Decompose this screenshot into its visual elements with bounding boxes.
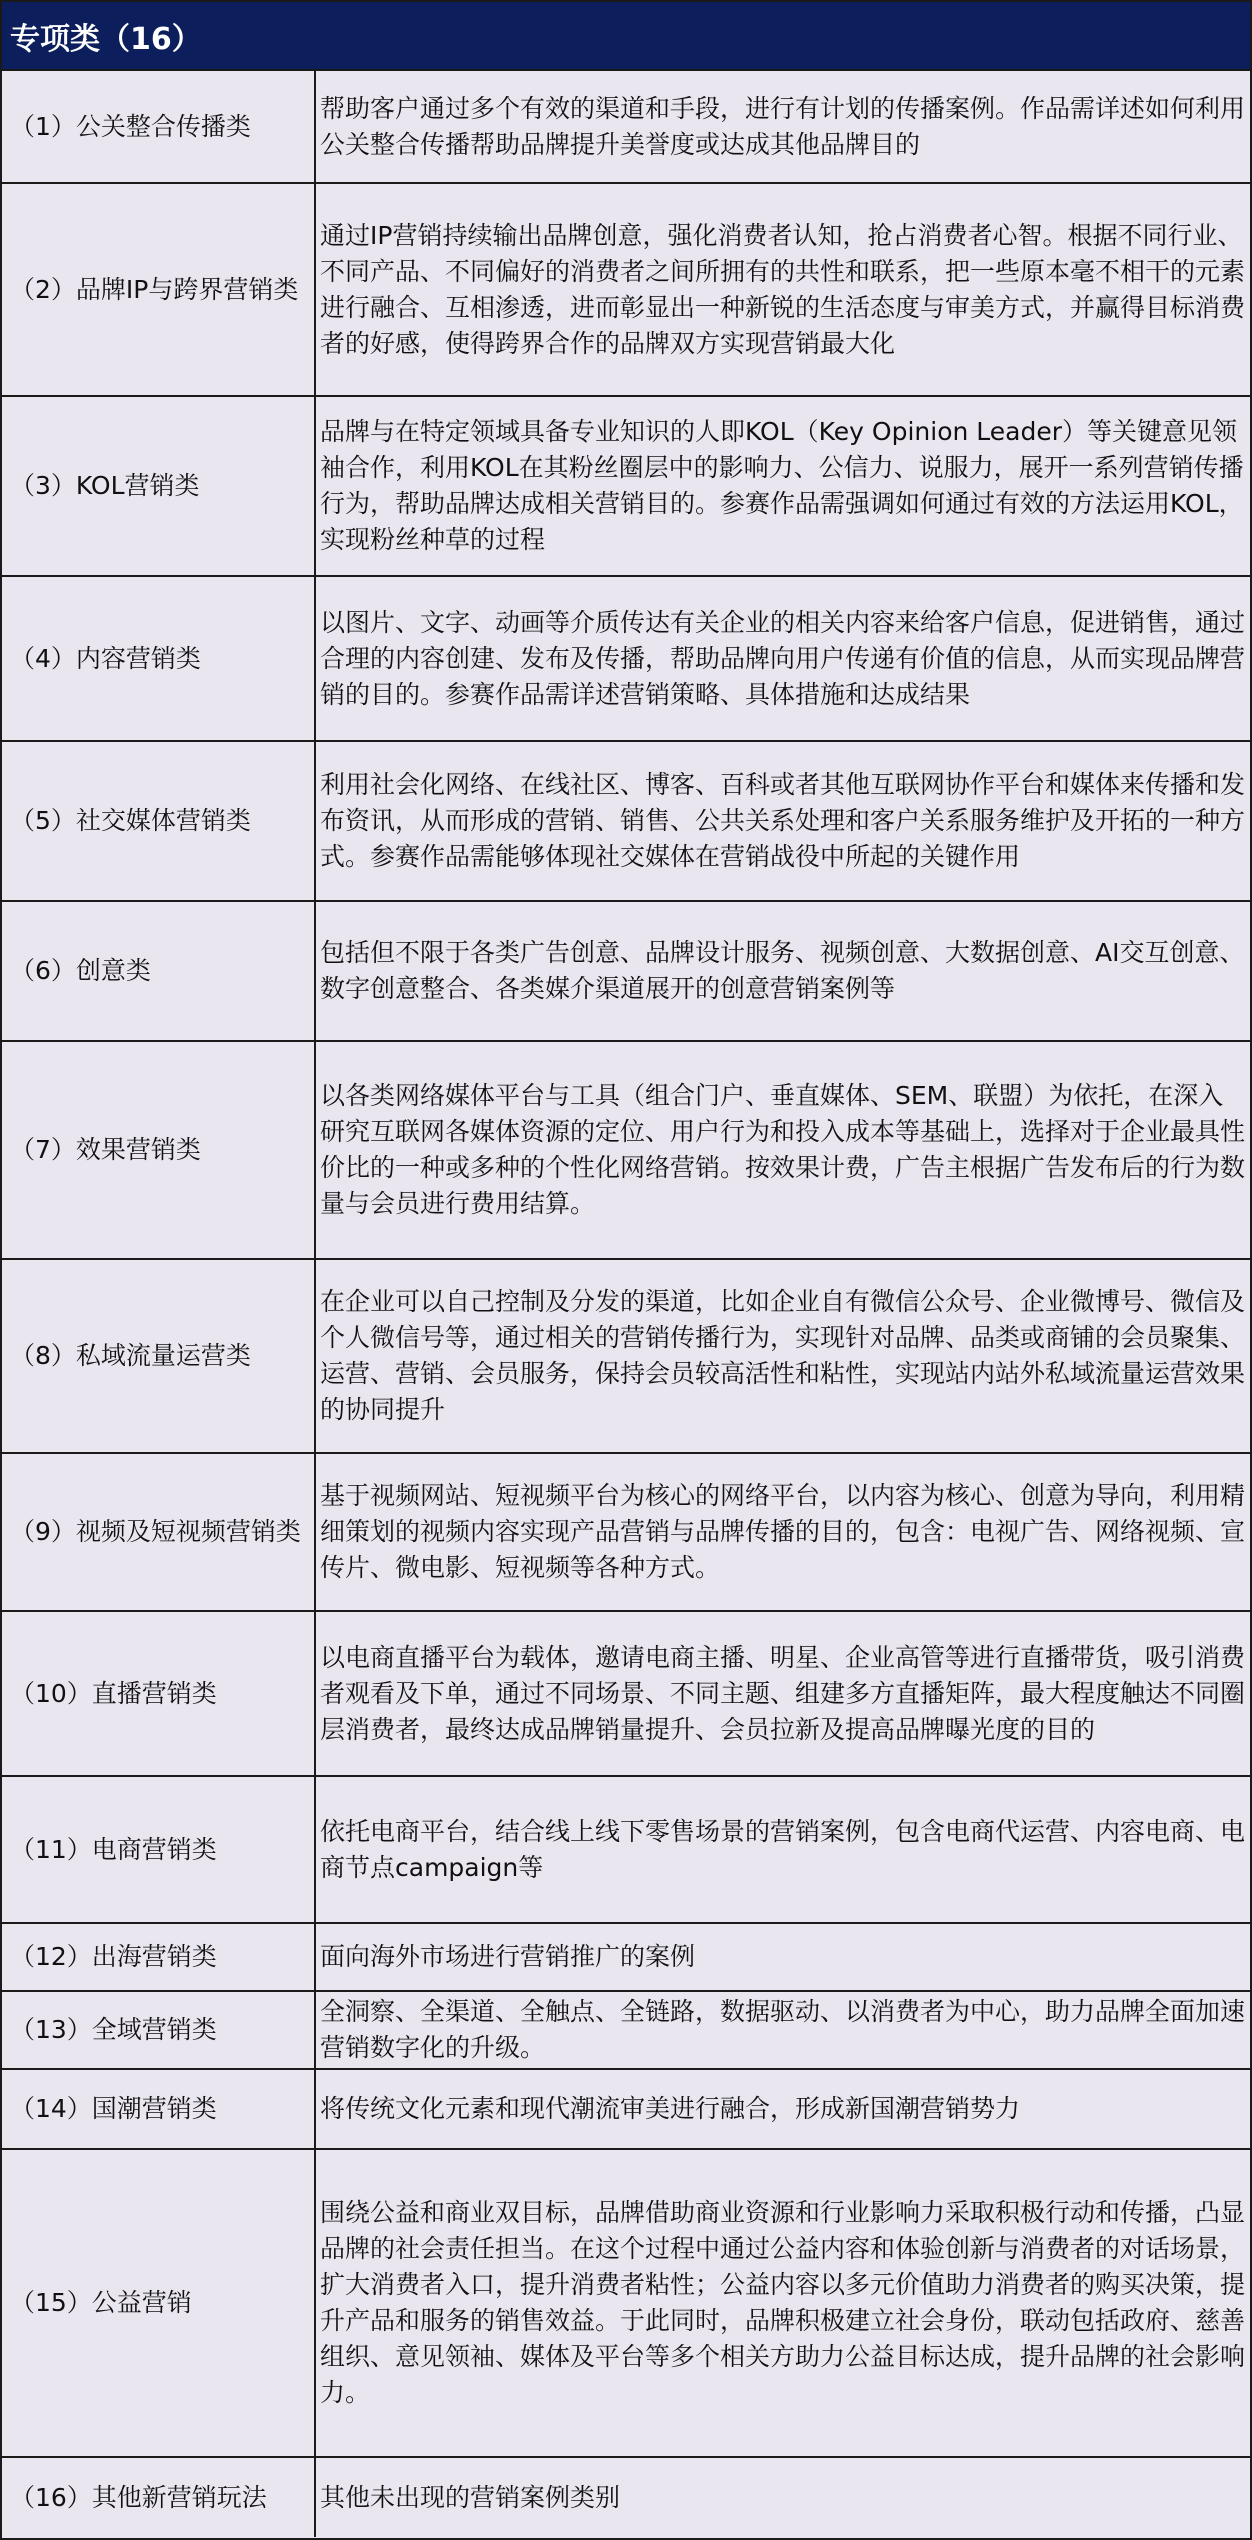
category-row — [2, 396, 1250, 576]
category-description: 依托电商平台，结合线上线下零售场景的营销案例，包含电商代运营、内容电商、电商节点campaign等 — [315, 1776, 1250, 1923]
category-row — [2, 741, 1250, 901]
category-row — [2, 183, 1250, 396]
category-name: （14）国潮营销类 — [2, 2069, 315, 2149]
category-row — [2, 2069, 1250, 2149]
category-row — [2, 1259, 1250, 1453]
category-row — [2, 1776, 1250, 1923]
sheet-title: 专项类（16） — [2, 2, 1250, 71]
category-name: （3）KOL营销类 — [2, 396, 315, 576]
category-name: （5）社交媒体营销类 — [2, 741, 315, 901]
category-row — [2, 1923, 1250, 1991]
category-description: 全洞察、全渠道、全触点、全链路，数据驱动、以消费者为中心，助力品牌全面加速营销数字化的升级。 — [315, 1991, 1250, 2069]
category-name: （15）公益营销 — [2, 2149, 315, 2457]
category-description: 以电商直播平台为载体，邀请电商主播、明星、企业高管等进行直播带货，吸引消费者观看及下单，通过不同场景、不同主题、组建多方直播矩阵，最大程度触达不同圈层消费者，最终达成品牌销量提升、会员拉新及提高品牌曝光度的目的 — [315, 1611, 1250, 1776]
category-description: 包括但不限于各类广告创意、品牌设计服务、视频创意、大数据创意、AI交互创意、数字创意整合、各类媒介渠道展开的创意营销案例等 — [315, 901, 1250, 1041]
category-description: 以图片、文字、动画等介质传达有关企业的相关内容来给客户信息，促进销售，通过合理的内容创建、发布及传播，帮助品牌向用户传递有价值的信息，从而实现品牌营销的目的。参赛作品需详述营销策略、具体措施和达成结果 — [315, 576, 1250, 741]
category-description: 围绕公益和商业双目标，品牌借助商业资源和行业影响力采取积极行动和传播，凸显品牌的社会责任担当。在这个过程中通过公益内容和体验创新与消费者的对话场景，扩大消费者入口，提升消费者粘性；公益内容以多元价值助力消费者的购买决策，提升产品和服务的销售效益。于此同时，品牌积极建立社会身份，联动包括政府、慈善组织、意见领袖、媒体及平台等多个相关方助力公益目标达成，提升品牌的社会影响力。 — [315, 2149, 1250, 2457]
category-description: 在企业可以自己控制及分发的渠道，比如企业自有微信公众号、企业微博号、微信及个人微信号等，通过相关的营销传播行为，实现针对品牌、品类或商铺的会员聚集、运营、营销、会员服务，保持会员较高活性和粘性，实现站内站外私域流量运营效果的协同提升 — [315, 1259, 1250, 1453]
category-row — [2, 1611, 1250, 1776]
category-description: 面向海外市场进行营销推广的案例 — [315, 1923, 1250, 1991]
category-name: （4）内容营销类 — [2, 576, 315, 741]
category-name: （13）全域营销类 — [2, 1991, 315, 2069]
category-description: 利用社会化网络、在线社区、博客、百科或者其他互联网协作平台和媒体来传播和发布资讯，从而形成的营销、销售、公共关系处理和客户关系服务维护及开拓的一种方式。参赛作品需能够体现社交媒体在营销战役中所起的关键作用 — [315, 741, 1250, 901]
category-row — [2, 2457, 1250, 2537]
category-table — [2, 71, 1250, 2537]
category-name: （12）出海营销类 — [2, 1923, 315, 1991]
category-row — [2, 71, 1250, 183]
category-name: （11）电商营销类 — [2, 1776, 315, 1923]
category-name: （6）创意类 — [2, 901, 315, 1041]
category-name: （2）品牌IP与跨界营销类 — [2, 183, 315, 396]
category-description: 帮助客户通过多个有效的渠道和手段，进行有计划的传播案例。作品需详述如何利用公关整合传播帮助品牌提升美誉度或达成其他品牌目的 — [315, 71, 1250, 183]
category-name: （10）直播营销类 — [2, 1611, 315, 1776]
category-name: （1）公关整合传播类 — [2, 71, 315, 183]
category-name: （9）视频及短视频营销类 — [2, 1453, 315, 1611]
category-name: （16）其他新营销玩法 — [2, 2457, 315, 2537]
category-description: 基于视频网站、短视频平台为核心的网络平台，以内容为核心、创意为导向，利用精细策划的视频内容实现产品营销与品牌传播的目的，包含：电视广告、网络视频、宣传片、微电影、短视频等各种方式。 — [315, 1453, 1250, 1611]
category-name: （7）效果营销类 — [2, 1041, 315, 1259]
category-row — [2, 2149, 1250, 2457]
category-name: （8）私域流量运营类 — [2, 1259, 315, 1453]
category-description: 其他未出现的营销案例类别 — [315, 2457, 1250, 2537]
category-row — [2, 1453, 1250, 1611]
category-row — [2, 1991, 1250, 2069]
category-row — [2, 1041, 1250, 1259]
category-description: 通过IP营销持续输出品牌创意，强化消费者认知，抢占消费者心智。根据不同行业、不同产品、不同偏好的消费者之间所拥有的共性和联系，把一些原本毫不相干的元素进行融合、互相渗透，进而彰显出一种新锐的生活态度与审美方式，并赢得目标消费者的好感，使得跨界合作的品牌双方实现营销最大化 — [315, 183, 1250, 396]
category-row — [2, 901, 1250, 1041]
category-description: 品牌与在特定领域具备专业知识的人即KOL（Key Opinion Leader）等关键意见领袖合作，利用KOL在其粉丝圈层中的影响力、公信力、说服力，展开一系列营销传播行为，帮助品牌达成相关营销目的。参赛作品需强调如何通过有效的方法运用KOL，实现粉丝种草的过程 — [315, 396, 1250, 576]
category-description: 以各类网络媒体平台与工具（组合门户、垂直媒体、SEM、联盟）为依托，在深入研究互联网各媒体资源的定位、用户行为和投入成本等基础上，选择对于企业最具性价比的一种或多种的个性化网络营销。按效果计费，广告主根据广告发布后的行为数量与会员进行费用结算。 — [315, 1041, 1250, 1259]
category-row — [2, 576, 1250, 741]
category-description: 将传统文化元素和现代潮流审美进行融合，形成新国潮营销势力 — [315, 2069, 1250, 2149]
